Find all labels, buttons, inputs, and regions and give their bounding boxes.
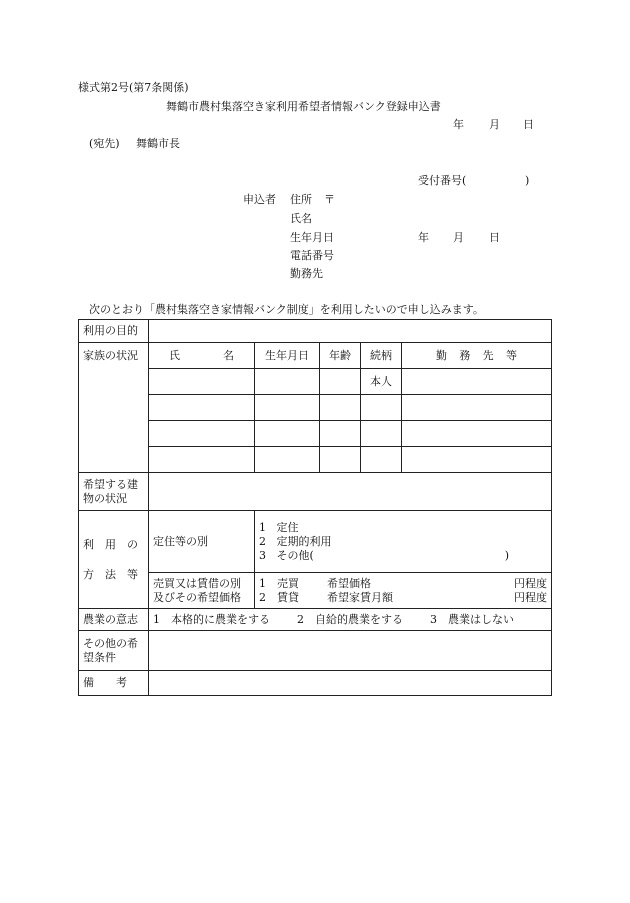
trade-option-1-type: 1 売買: [259, 576, 299, 590]
family-header-birthdate: 生年月日: [255, 343, 320, 369]
family-age-cell[interactable]: [320, 395, 361, 421]
form-number: 様式第2号(第7条関係): [78, 81, 189, 94]
intro-statement: 次のとおり「農村集落空き家情報バンク制度」を利用したいので申し込みます。: [89, 303, 484, 316]
trade-option-2[interactable]: [259, 591, 547, 605]
family-name-cell[interactable]: [149, 395, 255, 421]
family-relation-self: 本人: [361, 369, 402, 395]
farming-row: [79, 609, 552, 631]
family-header-work-c: 先: [482, 348, 494, 362]
family-age-cell[interactable]: [320, 447, 361, 473]
birth-month-label: 月: [453, 231, 464, 244]
family-label: 家族の状況: [79, 343, 149, 473]
remarks-row: [79, 671, 552, 696]
birth-day-label: 日: [489, 231, 500, 244]
settle-option-1-text: 定住: [276, 520, 299, 534]
other-conditions-label-line2: 望条件: [83, 650, 116, 664]
farming-label: 農業の意志: [79, 609, 149, 631]
settle-option-1[interactable]: [259, 521, 547, 535]
method-label-line1: 利 用 の: [83, 537, 138, 551]
settle-option-1-num: 1: [259, 520, 266, 534]
family-row: [79, 369, 552, 395]
receipt-number-close: ): [525, 174, 530, 187]
building-field[interactable]: [149, 473, 552, 511]
settle-option-3-text: その他(: [276, 548, 314, 562]
trade-label-line2: 及びその希望価格: [153, 590, 241, 604]
other-conditions-row: [79, 631, 552, 671]
building-row: [79, 473, 552, 511]
family-workplace-cell[interactable]: [402, 447, 552, 473]
family-birthdate-cell[interactable]: [255, 369, 320, 395]
postal-mark: 〒: [324, 193, 335, 206]
family-header-workplace: [402, 343, 552, 369]
trade-label: [149, 573, 255, 609]
remarks-field[interactable]: [149, 671, 552, 696]
family-row: [79, 421, 552, 447]
addressee-label: (宛先): [89, 137, 120, 150]
birthdate-label: 生年月日: [290, 231, 334, 244]
trade-option-1[interactable]: [259, 577, 547, 591]
farming-option-2[interactable]: 2 自給的農業をする: [297, 612, 403, 626]
family-birthdate-cell[interactable]: [255, 447, 320, 473]
trade-option-1-price-label: 希望価格: [327, 576, 371, 590]
other-conditions-field[interactable]: [149, 631, 552, 671]
date-year-label: 年: [453, 118, 464, 131]
form-title: 舞鶴市農村集落空き家利用希望者情報バンク登録申込書: [166, 100, 441, 113]
address-label: 住所: [290, 193, 312, 206]
family-name-cell[interactable]: [149, 447, 255, 473]
purpose-label: 利用の目的: [79, 320, 149, 343]
family-relation-cell[interactable]: [361, 395, 402, 421]
other-conditions-label-line1: その他の希: [83, 636, 138, 650]
purpose-row: [79, 320, 552, 343]
family-workplace-cell[interactable]: [402, 369, 552, 395]
settle-option-3[interactable]: [259, 549, 547, 563]
settle-option-2-text: 定期的利用: [276, 534, 332, 548]
family-workplace-cell[interactable]: [402, 421, 552, 447]
family-row: [79, 447, 552, 473]
family-header-work-b: 務: [459, 348, 471, 362]
family-name-cell[interactable]: [149, 421, 255, 447]
method-label-line2: 方 法 等: [83, 567, 138, 581]
date-month-label: 月: [489, 118, 500, 131]
family-age-cell[interactable]: [320, 421, 361, 447]
settle-options: [255, 511, 552, 573]
family-age-cell[interactable]: [320, 369, 361, 395]
method-label: [79, 511, 149, 609]
family-header-name: [149, 343, 255, 369]
building-label-line1: 希望する建: [83, 477, 138, 491]
workplace-label: 勤務先: [290, 267, 323, 280]
building-label-line2: 物の状況: [83, 491, 127, 505]
trade-options: [255, 573, 552, 609]
settle-option-2-num: 2: [259, 534, 266, 548]
name-label: 氏名: [290, 212, 312, 225]
farming-option-3[interactable]: 3 農業はしない: [430, 612, 514, 626]
family-header-age: 年齢: [320, 343, 361, 369]
family-header-name-a: 氏: [169, 348, 180, 362]
family-header-work-d: 等: [505, 348, 517, 362]
farming-options: [149, 609, 552, 631]
trade-option-2-unit: 円程度: [514, 590, 548, 604]
building-label: [79, 473, 149, 511]
applicant-label: 申込者: [243, 193, 276, 206]
family-name-cell[interactable]: [149, 369, 255, 395]
addressee: 舞鶴市長: [136, 137, 180, 150]
family-workplace-cell[interactable]: [402, 395, 552, 421]
family-birthdate-cell[interactable]: [255, 395, 320, 421]
trade-option-2-type: 2 賃貸: [259, 590, 299, 604]
family-header-name-b: 名: [223, 348, 234, 362]
remarks-label: 備 考: [79, 671, 149, 696]
purpose-field[interactable]: [149, 320, 552, 343]
family-header-work-a: 勤: [436, 348, 447, 362]
phone-label: 電話番号: [290, 249, 334, 262]
trade-option-2-price-label: 希望家賃月額: [327, 590, 393, 604]
settle-label: 定住等の別: [149, 511, 255, 573]
settle-option-3-num: 3: [259, 548, 266, 562]
trade-label-line1: 売買又は賃借の別: [153, 576, 241, 590]
trade-option-1-unit: 円程度: [514, 576, 548, 590]
trade-row: [79, 573, 552, 609]
settle-option-3-close: ): [504, 548, 510, 562]
family-header-relation: 続柄: [361, 343, 402, 369]
family-row: [79, 395, 552, 421]
other-conditions-label: [79, 631, 149, 671]
birth-year-label: 年: [418, 231, 429, 244]
family-relation-cell[interactable]: [361, 447, 402, 473]
settle-row: [79, 511, 552, 573]
settle-option-2[interactable]: [259, 535, 547, 549]
family-relation-cell[interactable]: [361, 421, 402, 447]
receipt-number-label: 受付番号(: [418, 174, 467, 187]
family-birthdate-cell[interactable]: [255, 421, 320, 447]
family-header-row: [79, 343, 552, 369]
date-day-label: 日: [523, 118, 534, 131]
application-table: [78, 319, 552, 696]
farming-option-1[interactable]: 1 本格的に農業をする: [153, 612, 270, 626]
